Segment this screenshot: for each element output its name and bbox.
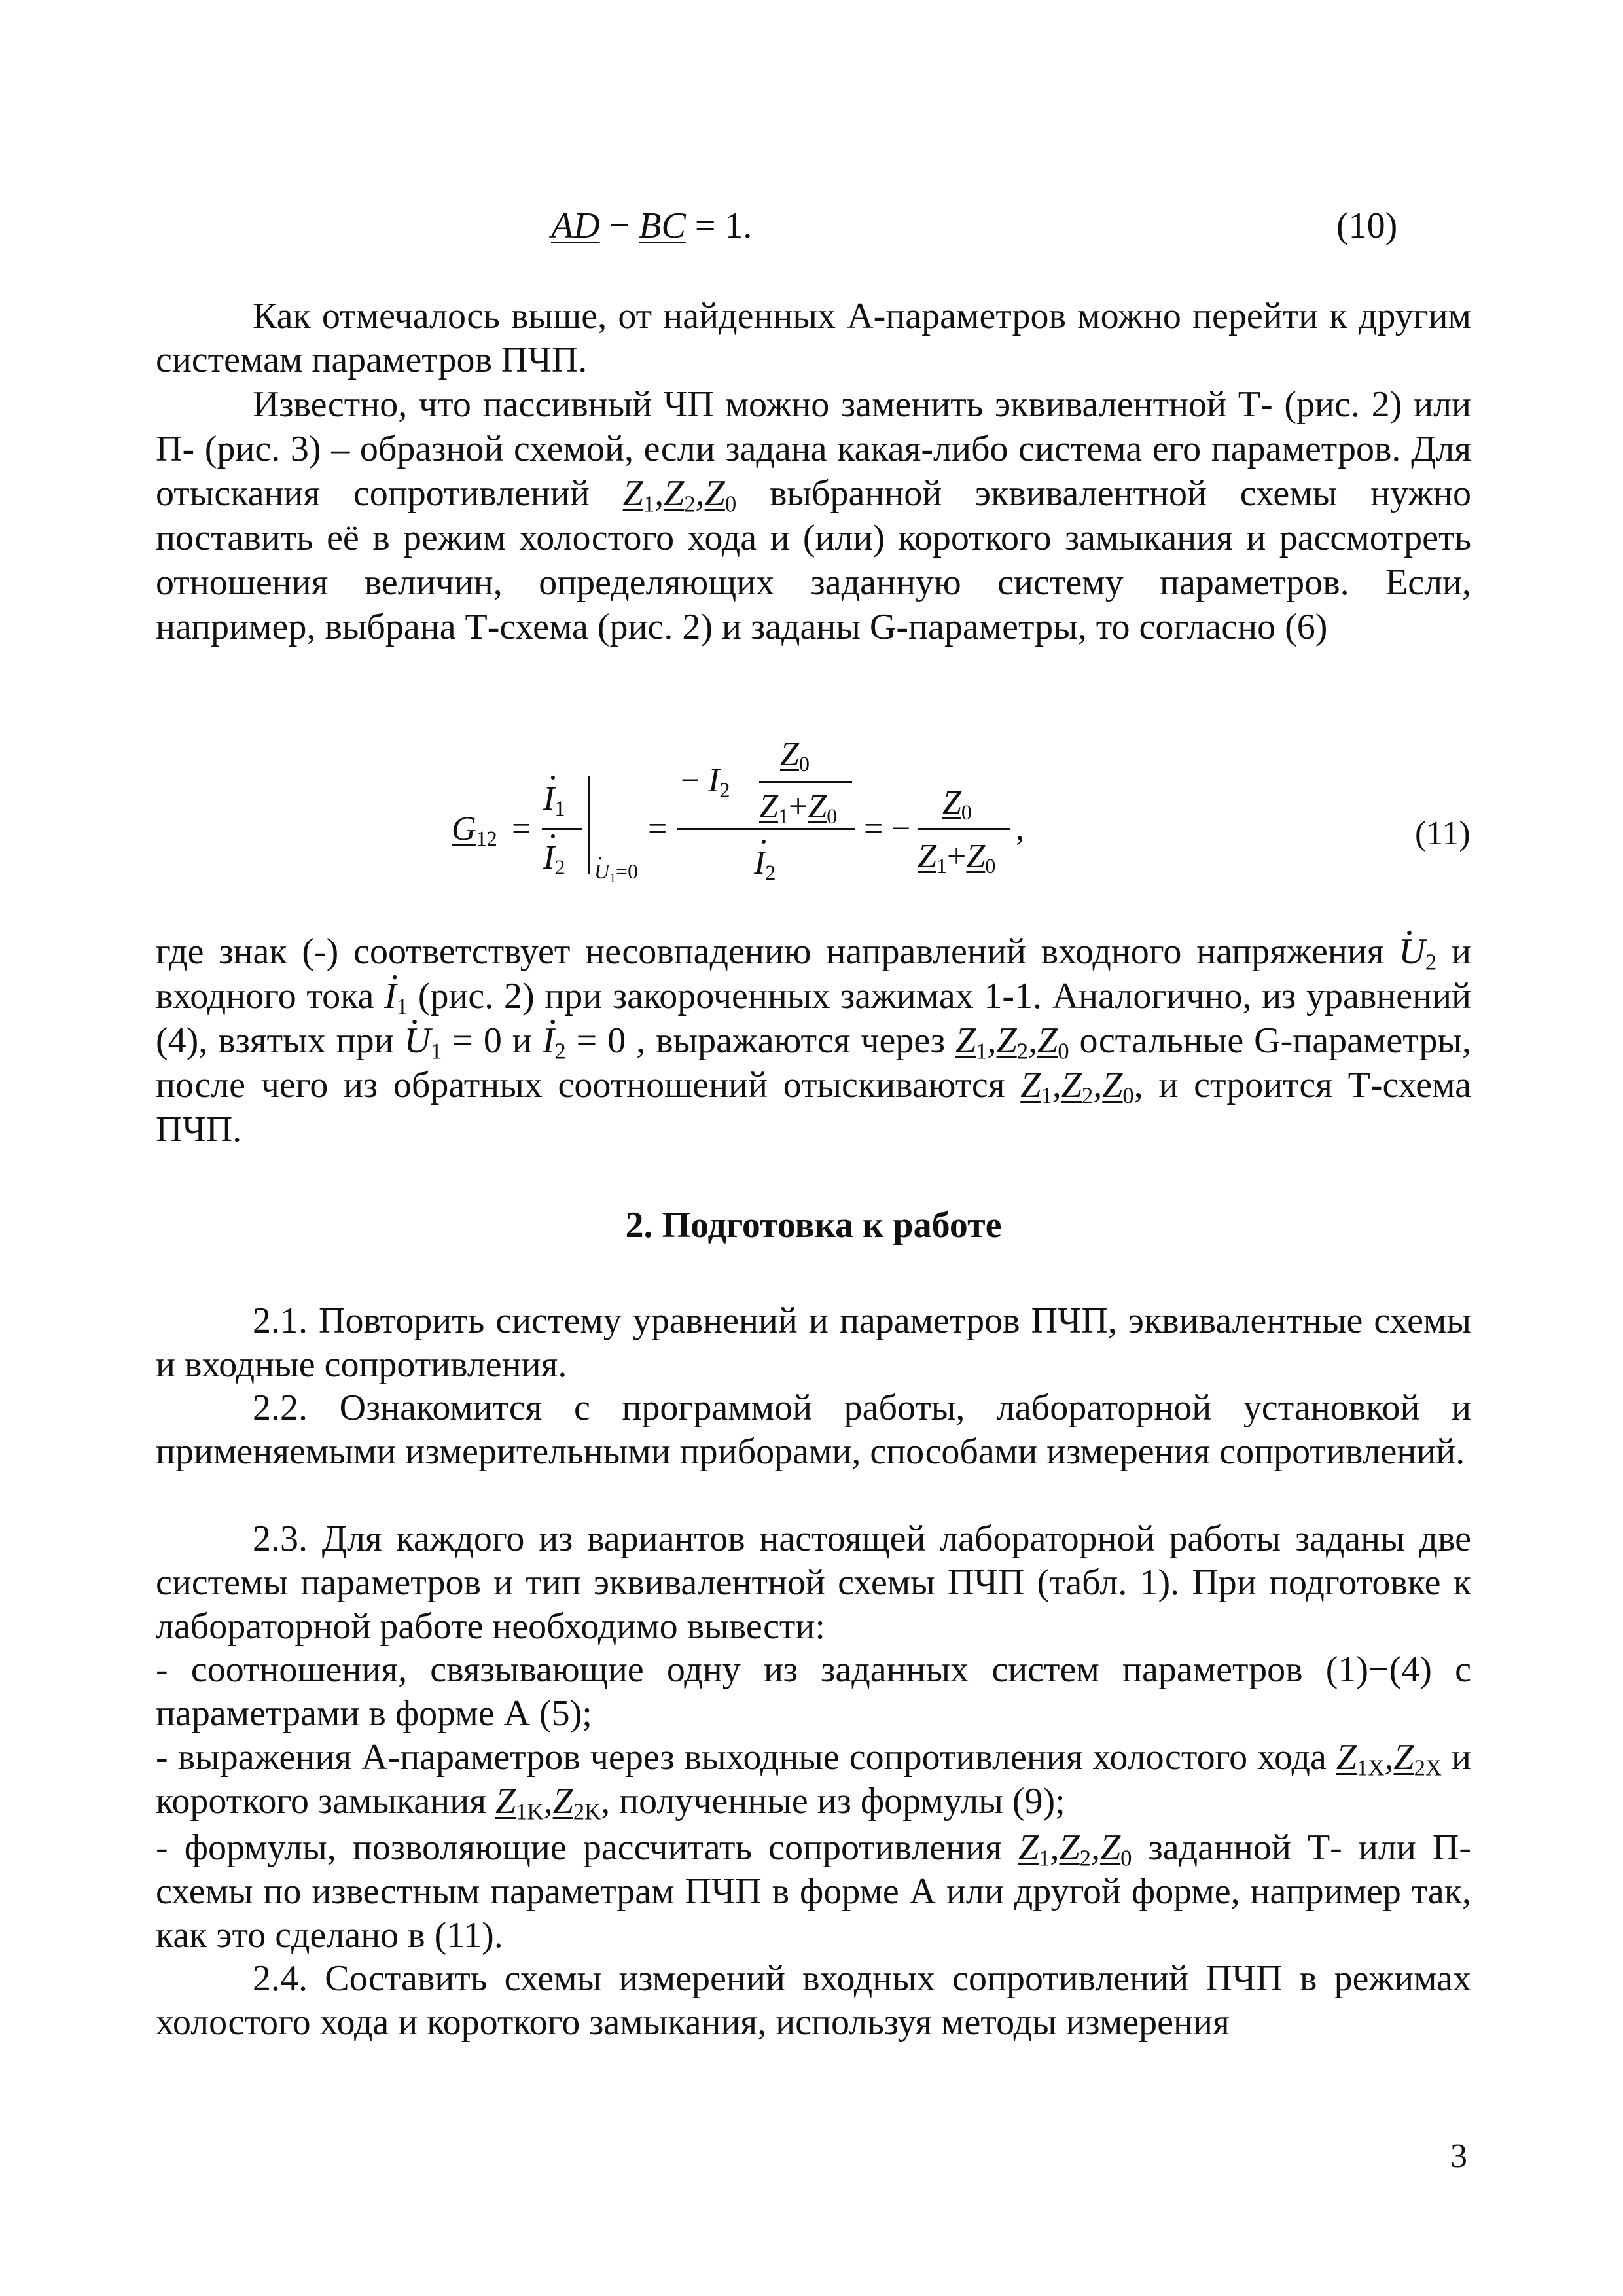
condition-u1-zero (594, 859, 639, 886)
z1k: Z (495, 1781, 516, 1821)
equals-2: = (648, 810, 668, 848)
z-impedances-2: $Z_1,Z_2,Z_0$ (955, 1020, 1069, 1064)
bullet-2-text-c: , полученные из формулы (9); (601, 1781, 1065, 1821)
ad-term: AD (551, 206, 600, 246)
i-letter: · I (543, 780, 554, 817)
paragraph-3-text-b: и входного тока (156, 931, 1471, 1016)
item-2-1: 2.1. Повторить систему уравнений и параметров ПЧП, эквивалентные схемы и входные сопротивления. (156, 1300, 1471, 1385)
z0-d: Z (1099, 1827, 1121, 1868)
z1-c: Z (1020, 1065, 1041, 1105)
z0-c: Z (1102, 1065, 1123, 1105)
z1-final-sub: 1 (936, 854, 948, 878)
i2-bottom (754, 844, 776, 885)
u-letter: · U (594, 859, 609, 883)
z-letter-c: Z (808, 788, 827, 825)
z0-c-sub: 0 (1122, 1083, 1134, 1109)
z-letter-e: Z (918, 838, 936, 875)
z1-d-sub: 1 (1039, 1845, 1050, 1871)
minus-2: − (891, 810, 911, 848)
z0-d-sub: 0 (1120, 1845, 1132, 1871)
paragraph-3-text-c: (рис. 2) при закороченных зажимах 1-1. Аналогично, из уравнений (4), взятых при (156, 976, 1472, 1061)
z-impedances-3: $Z_1,Z_2,Z_0$ (1020, 1065, 1134, 1109)
bullet-3 (156, 1826, 1471, 1958)
u2-sub: 2 (1425, 949, 1437, 975)
z2-sub: 2 (684, 491, 696, 517)
z1-plus-z0-final (918, 838, 996, 878)
z1-sub: 1 (643, 491, 655, 517)
z-letter-a: Z (780, 736, 799, 773)
z-short-circuit: $Z_{1K},Z_{2K}$ (495, 1781, 601, 1825)
z1-b-sub: 1 (976, 1038, 988, 1064)
bc-term: BC (639, 206, 686, 246)
z1-b: Z (955, 1020, 976, 1061)
equals-1: = (512, 810, 531, 848)
plus-1: + (789, 788, 808, 825)
equals-3: = (864, 810, 883, 848)
z2x: Z (1393, 1737, 1414, 1778)
z0-inner-sub: 0 (798, 752, 810, 776)
z2k-sub: 2K (573, 1799, 601, 1825)
i1-symbol (384, 976, 408, 1020)
i1-sub: 1 (554, 797, 565, 821)
i-letter-2: · I (543, 839, 554, 876)
item-2-2: 2.2. Ознакомится с программой работы, лабораторной установкой и применяемыми измерительными приборами, способами измерения сопротивлений. (156, 1388, 1471, 1472)
z2: Z (664, 473, 685, 514)
i2-factor-sub: 2 (719, 778, 730, 802)
z2-d-sub: 2 (1079, 1845, 1091, 1871)
paragraph-3-text-a: где знак (-) соответствует несовпадению направлений входного напряжения (156, 931, 1384, 972)
z0-final-num (942, 784, 972, 825)
z1-plus-z0-inner (759, 788, 838, 829)
i-letter-4: · I (754, 844, 765, 882)
z-impedances-4: $Z_1,Z_2,Z_0$ (1018, 1827, 1132, 1871)
z1k-sub: 1K (516, 1799, 544, 1825)
i2-symbol (542, 1020, 566, 1064)
i2-symbol-sub: 2 (554, 1038, 566, 1064)
item-2-4: 2.4. Составить схемы измерений входных сопротивлений ПЧП в режимах холостого хода и короткого замыкания, используя методы измерения (156, 1958, 1471, 2043)
paragraph-1: Как отмечалось выше, от найденных А-параметров можно перейти к другим системам параметров ПЧП. (156, 296, 1471, 380)
z-letter-b: Z (759, 788, 778, 825)
z0-final-sub-2: 0 (985, 854, 996, 878)
z0: Z (704, 473, 725, 514)
paragraph-2 (156, 382, 1471, 649)
paragraph-2-text-a: Известно, что пассивный ЧП можно заменить эквивалентной Т- (рис. 2) или П- (рис. 3) – образной схемой, если задана какая-либо система его параметров. Для отыскания сопротивлений (156, 384, 1471, 514)
g-letter: G (452, 810, 476, 848)
z0-b: Z (1037, 1020, 1058, 1061)
i2-denominator (543, 839, 565, 880)
condition-value: =0 (616, 859, 639, 883)
g12-symbol (452, 810, 497, 851)
z2-b: Z (996, 1020, 1017, 1061)
z1x: Z (1336, 1737, 1357, 1778)
bullet-2 (156, 1736, 1471, 1823)
z1-inner-sub: 1 (777, 804, 789, 829)
g-sub: 12 (476, 827, 497, 851)
z2x-sub: 2X (1414, 1755, 1442, 1781)
z2-d: Z (1059, 1827, 1080, 1868)
z0-inner-sub-2: 0 (827, 804, 838, 829)
section-heading: 2. Подготовка к работе (625, 1205, 1002, 1246)
i1-numerator (543, 780, 565, 821)
z1-d: Z (1018, 1827, 1039, 1868)
u2-letter: · U (1399, 931, 1425, 972)
z1x-sub: 1X (1356, 1755, 1385, 1781)
paragraph-2-text-b: выбранной эквивалентной схемы нужно поставить её в режим холостого хода и (или) короткого замыкания и рассмотреть отношения величин, определяющих заданную систему параметров. Если, например, выбрана Т-схема (рис. 2) и заданы G-параметры, то согласно (6) (156, 473, 1472, 647)
paragraph-3-text-g: , и строится Т-схема ПЧП. (156, 1065, 1471, 1150)
equation-10-number: (10) (1336, 206, 1398, 246)
z2-c-sub: 2 (1081, 1083, 1094, 1109)
z2-c: Z (1061, 1065, 1082, 1105)
z2k: Z (552, 1781, 573, 1821)
u2-symbol (1399, 931, 1437, 975)
paragraph-3-text-d: = 0 и (452, 1020, 532, 1061)
equation-11 (452, 730, 1041, 887)
page-number: 3 (1450, 2138, 1467, 2175)
u1-letter: · U (404, 1020, 431, 1061)
u1-symbol (404, 1020, 442, 1064)
z0-inner-num (780, 736, 810, 776)
bullet-3-text-b: заданной Т- или П-схемы по известным параметрам ПЧП в форме А или другой форме, например так, как это сделано в (11). (156, 1827, 1471, 1956)
i2-factor (708, 762, 730, 802)
z-letter-d: Z (942, 784, 961, 821)
z0-sub: 0 (724, 491, 737, 517)
z-letter-f: Z (966, 838, 986, 875)
bullet-2-text-a: - выражения А-параметров через выходные сопротивления холостого хода (156, 1737, 1327, 1778)
z0-final-sub: 0 (961, 800, 972, 825)
z1-c-sub: 1 (1041, 1083, 1052, 1109)
i1-letter: · I (384, 976, 397, 1016)
i2-letter: · I (543, 1020, 555, 1061)
equation-rhs: = 1. (685, 206, 753, 246)
z1: Z (622, 473, 643, 514)
z-open-circuit: $Z_{1X},Z_{2X}$ (1336, 1737, 1442, 1781)
equation-10 (551, 204, 752, 248)
i2-sub: 2 (554, 855, 565, 880)
u1-symbol-sub: 1 (430, 1038, 442, 1064)
i1-symbol-sub: 1 (396, 994, 408, 1020)
i2-bottom-sub: 2 (765, 861, 776, 885)
plus-2: + (947, 838, 967, 875)
u1-sub: 1 (609, 870, 616, 886)
paragraph-3-text-e: = 0 , выражаются через (576, 1020, 946, 1061)
bullet-3-text-a: - формулы, позволяющие рассчитать сопротивления (156, 1827, 1002, 1868)
z-impedances: $Z_1,Z_2,Z_0$ (622, 473, 737, 517)
minus-sign: − (599, 206, 639, 246)
bullet-1: - соотношения, связывающие одну из заданных систем параметров (1)−(4) с параметрами в форме А (5); (156, 1649, 1471, 1734)
equation-11-number: (11) (1415, 815, 1471, 852)
z0-b-sub: 0 (1058, 1038, 1069, 1064)
minus-1: − (681, 762, 700, 799)
i-letter-3: I (708, 762, 720, 799)
paragraph-3-text-f: остальные G-параметры, после чего из обратных соотношений отыскиваются (156, 1020, 1471, 1105)
comma: , (1016, 810, 1024, 848)
paragraph-3 (156, 929, 1471, 1152)
bullet-2-text-b: и короткого замыкания (156, 1737, 1472, 1821)
item-2-3: 2.3. Для каждого из вариантов настоящей лабораторной работы заданы две системы параметров и тип эквивалентной схемы ПЧП (табл. 1). При подготовке к лабораторной работе необходимо вывести: (156, 1518, 1471, 1647)
z2-b-sub: 2 (1016, 1038, 1029, 1064)
